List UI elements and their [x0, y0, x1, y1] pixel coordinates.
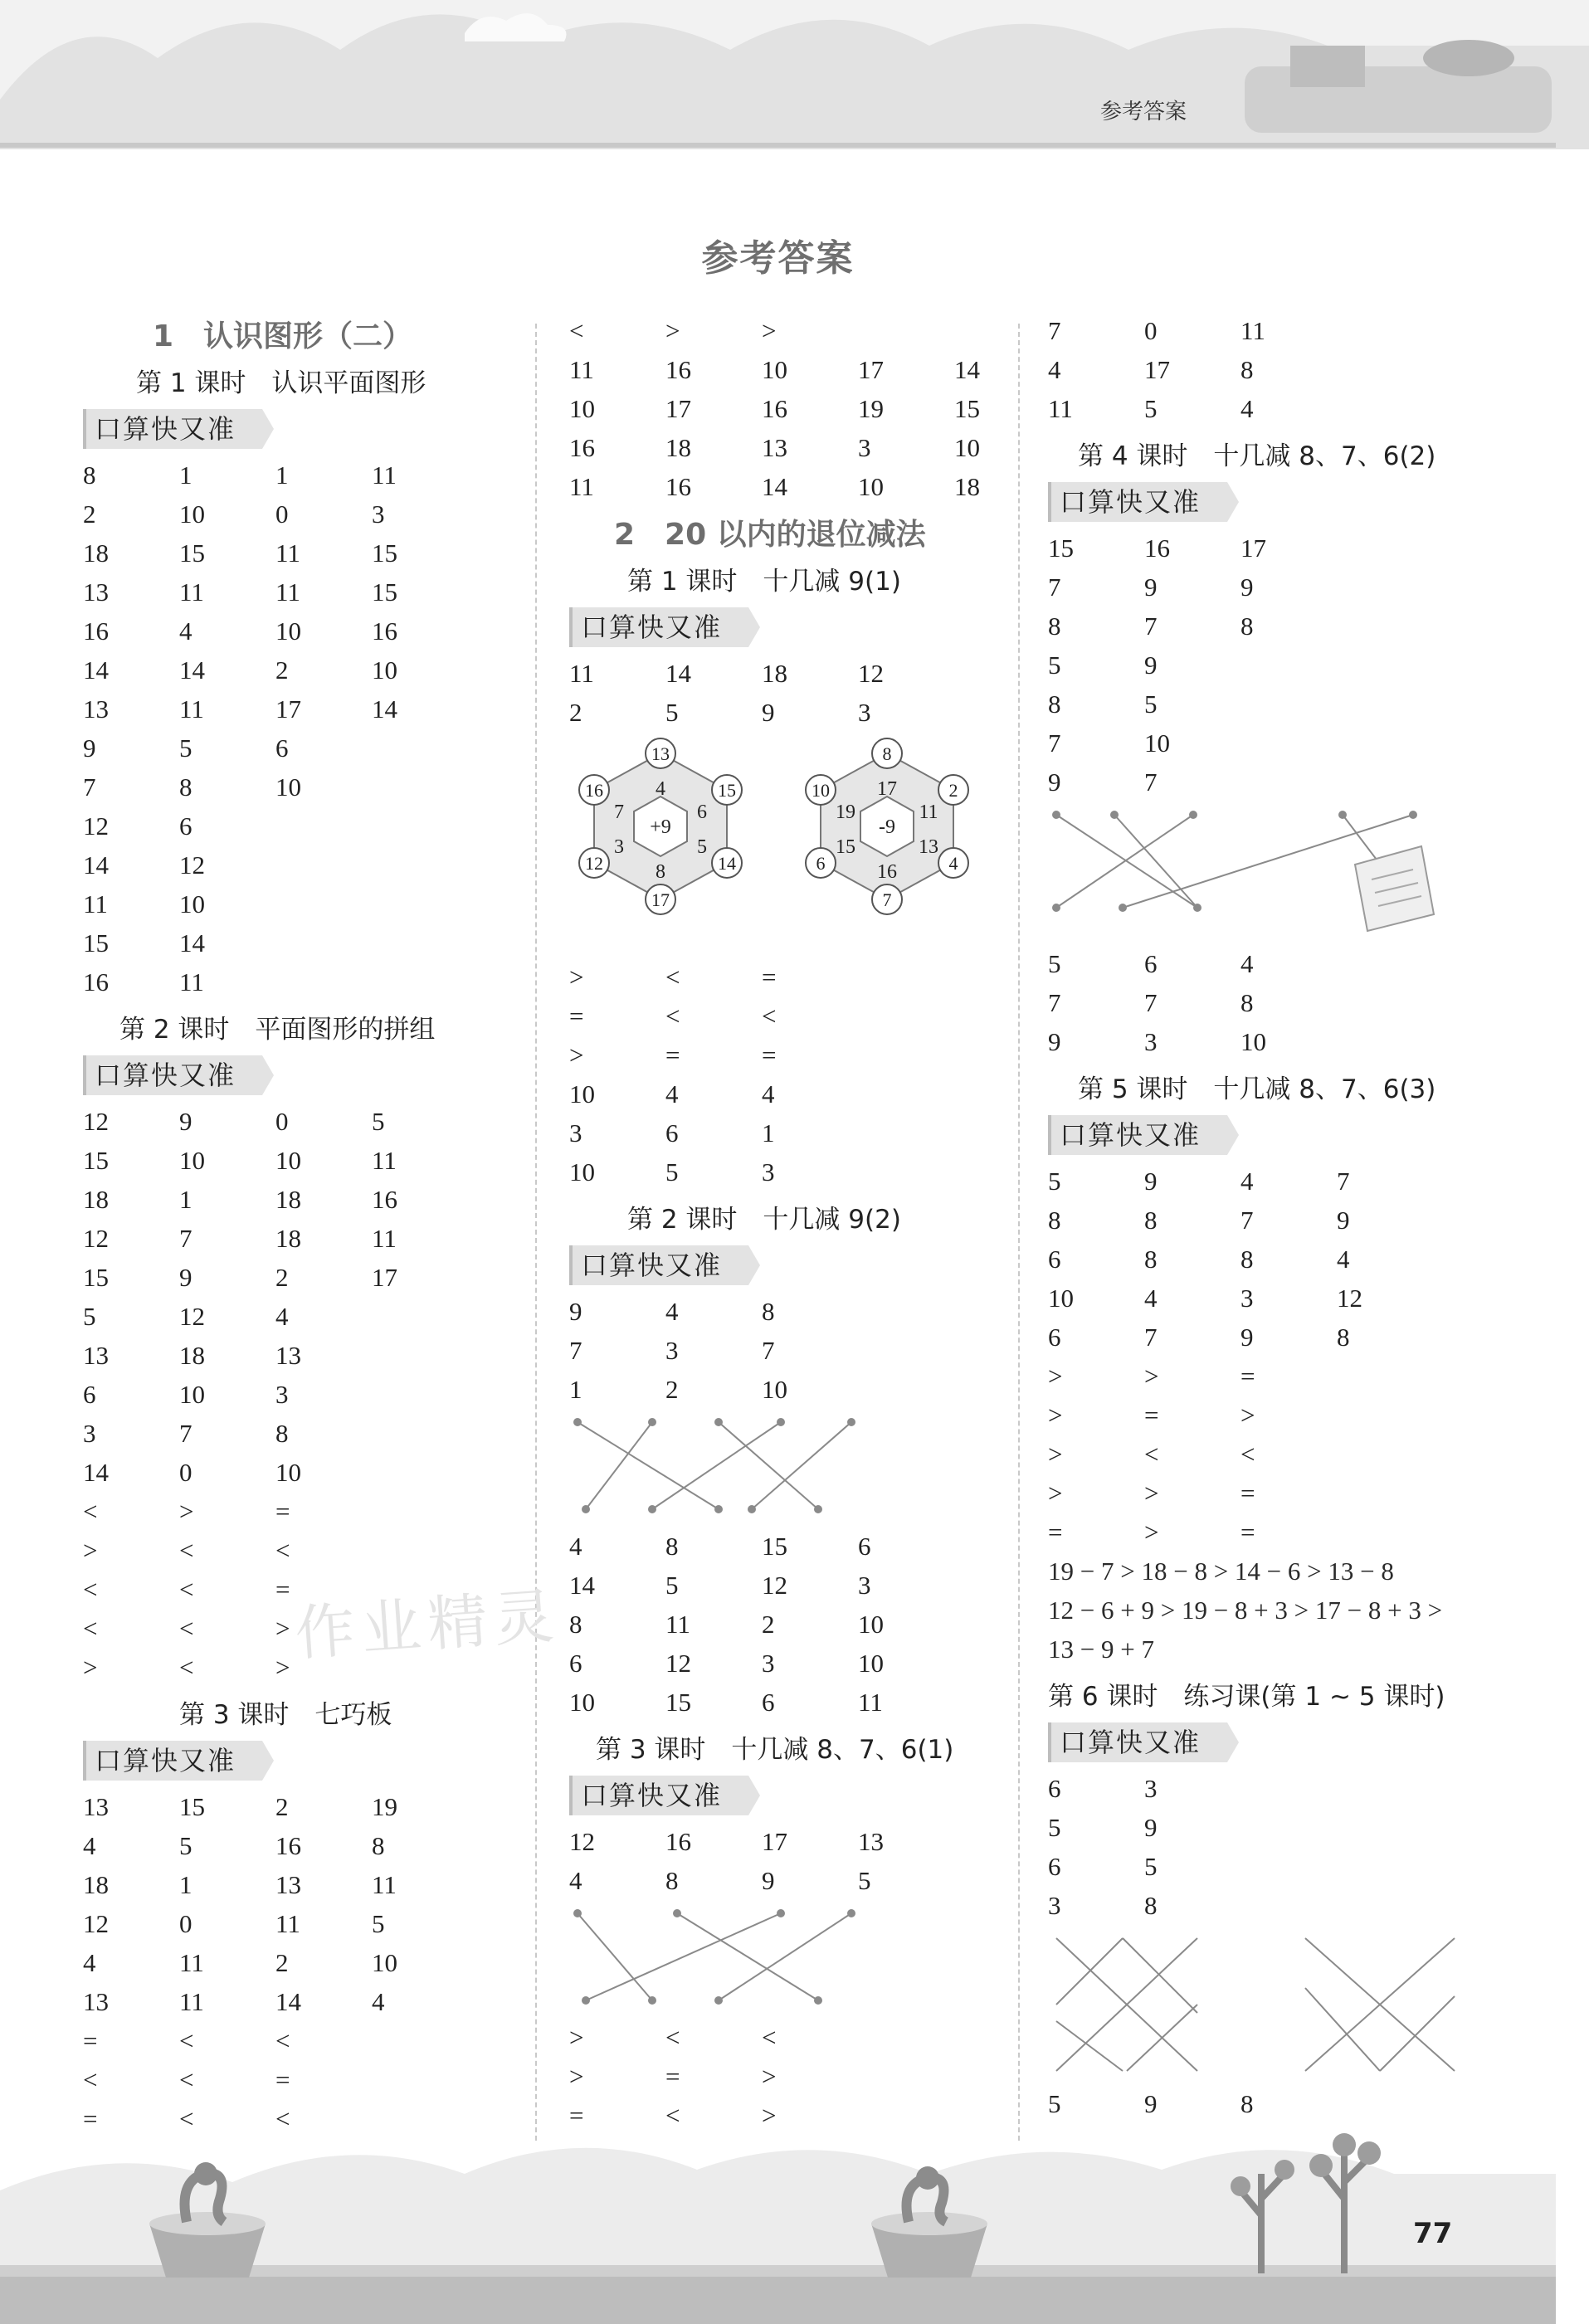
matching-lines-figure: [569, 1905, 918, 2013]
answer-row: 11 14 18 12: [569, 659, 884, 688]
column-divider-left: [535, 324, 537, 2141]
page-title: 参考答案: [701, 237, 855, 280]
practice-badge: 口算快又准: [83, 409, 262, 449]
answer-row: 4 8 15 6: [569, 1532, 871, 1561]
answer-row: 3 7 8: [83, 1419, 289, 1448]
hex2-outer: 4: [948, 853, 958, 874]
hex1-inner: 3: [614, 836, 624, 858]
answer-row: 1 2 10: [569, 1375, 787, 1404]
answer-row: 8 11 2 10: [569, 1610, 884, 1639]
answer-block: [83, 1787, 468, 2138]
comparison-line: 12 − 6 + 9 > 19 − 8 + 3 > 17 − 8 + 3 >: [1048, 1596, 1443, 1625]
hex1-inner: 7: [614, 801, 624, 823]
matching-lines-figure: [569, 1414, 918, 1522]
answer-row: 12 7 18 11: [83, 1224, 397, 1253]
answer-row: 4 17 8: [1048, 355, 1254, 384]
answer-row: 4 8 9 5: [569, 1866, 871, 1895]
answer-row: 7 0 11: [1048, 316, 1265, 345]
hex2-outer: 6: [816, 853, 826, 874]
answer-row: 15 9 2 17: [83, 1263, 397, 1292]
answer-row: 9 4 8: [569, 1297, 775, 1326]
watermark: 作业精灵: [292, 1580, 563, 1669]
lesson-title: 第 5 课时 十几减 8、7、6(3): [1078, 1074, 1436, 1104]
practice-badge: 口算快又准: [569, 1245, 748, 1285]
answer-row: > < >: [83, 1653, 290, 1682]
lesson-title: 第 1 课时 认识平面图形: [136, 368, 426, 398]
hex2-outer: 7: [882, 889, 892, 910]
answer-row: 14 14 2 10: [83, 655, 397, 685]
comparison-line: 13 − 9 + 7: [1048, 1635, 1154, 1664]
answer-row: 6 12 3 10: [569, 1649, 884, 1678]
answer-row: < < =: [83, 1575, 290, 1604]
hex1-inner: 8: [656, 861, 665, 883]
answer-row: 8 5: [1048, 689, 1158, 719]
practice-badge: 口算快又准: [569, 1776, 748, 1815]
lesson-title: 第 2 课时 平面图形的拼组: [119, 1015, 436, 1045]
answer-row: > < <: [83, 1536, 290, 1565]
answer-row: 12 0 11 5: [83, 1909, 385, 1938]
practice-badge: 口算快又准: [83, 1055, 262, 1095]
hex1-center: +9: [650, 816, 671, 838]
answer-row: 10 17 16 19 15: [569, 394, 980, 423]
answer-row: 10 5 3: [569, 1157, 775, 1186]
answer-row: > > =: [1048, 1362, 1255, 1391]
answer-row: 11 5 4: [1048, 394, 1254, 423]
answer-row: 11 10: [83, 889, 205, 918]
answer-row: 4 11 2 10: [83, 1948, 397, 1977]
hex1-outer: 16: [585, 780, 603, 801]
answer-block: [569, 1527, 1050, 1722]
lesson-title: 第 3 课时 七巧板: [179, 1700, 392, 1730]
answer-row: 6 10 3: [83, 1380, 289, 1409]
lesson-title: 第 1 课时 十几减 9(1): [627, 567, 901, 597]
matching-lines-figure: [1048, 1930, 1479, 2079]
header-label: 参考答案: [1100, 100, 1187, 124]
answer-row: 5 9 4 7: [1048, 1167, 1350, 1196]
hex1-outer: 17: [651, 889, 670, 910]
notebook-icon: [1355, 846, 1434, 931]
answer-row: 12 16 17 13: [569, 1827, 884, 1856]
answer-row: 14 5 12 3: [569, 1571, 871, 1600]
answer-row: < < =: [83, 2065, 290, 2094]
answer-row: 7 8 10: [83, 772, 301, 801]
comparison-line: 19 − 7 > 18 − 8 > 14 − 6 > 13 − 8: [1048, 1557, 1394, 1586]
hex2-inner: 13: [919, 836, 938, 858]
hex2-inner: 11: [919, 801, 938, 823]
answer-row: 13 11 17 14: [83, 694, 397, 724]
answer-block: [569, 1292, 1050, 1409]
answer-row: 8 7 8: [1048, 611, 1254, 641]
answer-block: [1048, 311, 1479, 428]
answer-block: [1048, 529, 1479, 801]
unit-1-heading: 1 认识图形（二）: [153, 319, 413, 353]
answer-row: 9 7: [1048, 767, 1158, 797]
answer-row: 12 9 0 5: [83, 1107, 385, 1136]
column-3: [1048, 311, 1479, 2123]
answer-row: 15 14: [83, 928, 205, 957]
tree-stump-icon: [871, 2212, 987, 2278]
answer-row: 4 5 16 8: [83, 1831, 385, 1860]
hex1-outer: 14: [718, 853, 736, 874]
hex2-outer: 2: [948, 780, 958, 801]
answer-row: 5 9 8: [1048, 2089, 1254, 2118]
answer-row: 2 5 9 3: [569, 698, 871, 727]
tree-stump-icon: [149, 2212, 266, 2278]
answer-row: > > =: [1048, 1479, 1255, 1508]
answer-block: [569, 311, 1050, 506]
answer-row: 6 8 8 4: [1048, 1245, 1350, 1274]
answer-row: > = =: [569, 1040, 777, 1069]
answer-row: = < <: [569, 1001, 777, 1030]
lesson-title: 第 4 课时 十几减 8、7、6(2): [1078, 441, 1436, 471]
hexagon-minus-nine: [806, 738, 968, 914]
answer-row: > < <: [1048, 1440, 1255, 1469]
header-band: [0, 0, 1589, 149]
answer-row: 16 11: [83, 967, 204, 996]
answer-block: [569, 957, 1050, 1191]
hex2-outer: 10: [812, 780, 830, 801]
hex1-outer: 15: [718, 780, 736, 801]
answer-row: 7 7 8: [1048, 988, 1254, 1017]
answer-row: 15 16 17: [1048, 533, 1266, 563]
hexagon-plus-nine: [579, 738, 742, 914]
lesson-title: 第 6 课时 练习课(第 1 ~ 5 课时): [1048, 1682, 1445, 1712]
answer-row: < < >: [83, 1614, 290, 1643]
answer-block: [1048, 1162, 1479, 1552]
answer-row: > = >: [569, 2062, 777, 2091]
answer-row: 13 11 14 4: [83, 1987, 385, 2016]
answer-row: 16 4 10 16: [83, 616, 397, 646]
hex2-inner: 19: [836, 801, 855, 823]
answer-row: 8 8 7 9: [1048, 1206, 1350, 1235]
answer-block: [1048, 944, 1479, 1061]
answer-row: 18 1 18 16: [83, 1185, 397, 1214]
hex1-inner: 6: [697, 801, 707, 823]
answer-row: 7 10: [1048, 728, 1170, 758]
answer-row: 5 12 4: [83, 1302, 289, 1331]
hex1-inner: 5: [697, 836, 707, 858]
answer-row: 18 15 11 15: [83, 538, 397, 568]
answer-row: 2 10 0 3: [83, 499, 385, 529]
answer-row: 6 5: [1048, 1852, 1158, 1881]
answer-row: = < <: [83, 2104, 290, 2133]
answer-row: < > >: [569, 316, 777, 345]
footer-band: [0, 2124, 1589, 2324]
hex1-outer: 13: [651, 743, 670, 764]
answer-block: [1048, 1769, 1479, 1925]
column-1: [83, 311, 468, 2138]
answer-row: 13 18 13: [83, 1341, 301, 1370]
page-number: 77: [1413, 2217, 1453, 2250]
answer-row: 14 12: [83, 850, 205, 879]
practice-badge: 口算快又准: [1048, 482, 1227, 522]
answer-row: 10 15 6 11: [569, 1688, 883, 1717]
answer-row: 5 9: [1048, 1813, 1158, 1842]
hex2-inner: 16: [877, 861, 897, 883]
answer-row: 10 4 4: [569, 1079, 775, 1108]
answer-row: 7 3 7: [569, 1336, 775, 1365]
answer-row: 12 6: [83, 811, 193, 840]
hex2-inner: 17: [877, 778, 897, 800]
answer-row: 15 10 10 11: [83, 1146, 397, 1175]
hex1-inner: 4: [656, 778, 665, 800]
answer-row: 13 15 2 19: [83, 1792, 397, 1821]
hex2-inner: 15: [836, 836, 855, 858]
answer-block: [569, 654, 1050, 732]
answer-block: [569, 2018, 1050, 2135]
hex1-outer: 12: [585, 853, 603, 874]
hex2-outer: 8: [882, 743, 892, 764]
answer-row: 6 7 9 8: [1048, 1323, 1350, 1352]
lesson-title: 第 3 课时 十几减 8、7、6(1): [596, 1735, 954, 1765]
answer-row: 3 6 1: [569, 1118, 775, 1147]
answer-row: > < <: [569, 2023, 777, 2052]
practice-badge: 口算快又准: [569, 607, 748, 647]
answer-row: 11 16 14 10 18: [569, 472, 980, 501]
answer-row: = < <: [83, 2026, 290, 2055]
answer-row: 18 1 13 11: [83, 1870, 397, 1899]
unit-2-heading: 2 20 以内的退位减法: [614, 518, 926, 552]
answer-row: 7 9 9: [1048, 572, 1254, 602]
practice-badge: 口算快又准: [1048, 1722, 1227, 1762]
answer-block: [83, 456, 468, 1001]
answer-row: < > =: [83, 1497, 290, 1526]
answer-row: = < >: [569, 2101, 777, 2130]
matching-lines-figure: [1048, 806, 1479, 939]
hex2-center: -9: [879, 816, 895, 838]
answer-row: 14 0 10: [83, 1458, 301, 1487]
answer-row: 8 1 1 11: [83, 460, 397, 490]
answer-row: = > =: [1048, 1518, 1255, 1547]
answer-row: 11 16 10 17 14: [569, 355, 980, 384]
answer-row: > < =: [569, 962, 777, 991]
practice-badge: 口算快又准: [1048, 1115, 1227, 1155]
answer-row: 13 11 11 15: [83, 577, 397, 607]
column-2: [569, 311, 1050, 2135]
practice-badge: 口算快又准: [83, 1741, 262, 1781]
hexagon-figures: [569, 737, 1017, 952]
answer-row: 9 5 6: [83, 733, 289, 762]
answer-row: 16 18 13 3 10: [569, 433, 980, 462]
answer-row: 3 8: [1048, 1891, 1158, 1920]
lesson-title: 第 2 课时 十几减 9(2): [627, 1205, 901, 1235]
answer-row: 5 9: [1048, 650, 1158, 680]
answer-block: [569, 1822, 1050, 1900]
answer-row: > = >: [1048, 1401, 1255, 1430]
answer-row: 5 6 4: [1048, 949, 1254, 978]
answer-block: [1048, 2084, 1479, 2123]
answer-row: 9 3 10: [1048, 1027, 1266, 1056]
answer-row: 6 3: [1048, 1774, 1158, 1803]
answer-row: 10 4 3 12: [1048, 1284, 1362, 1313]
